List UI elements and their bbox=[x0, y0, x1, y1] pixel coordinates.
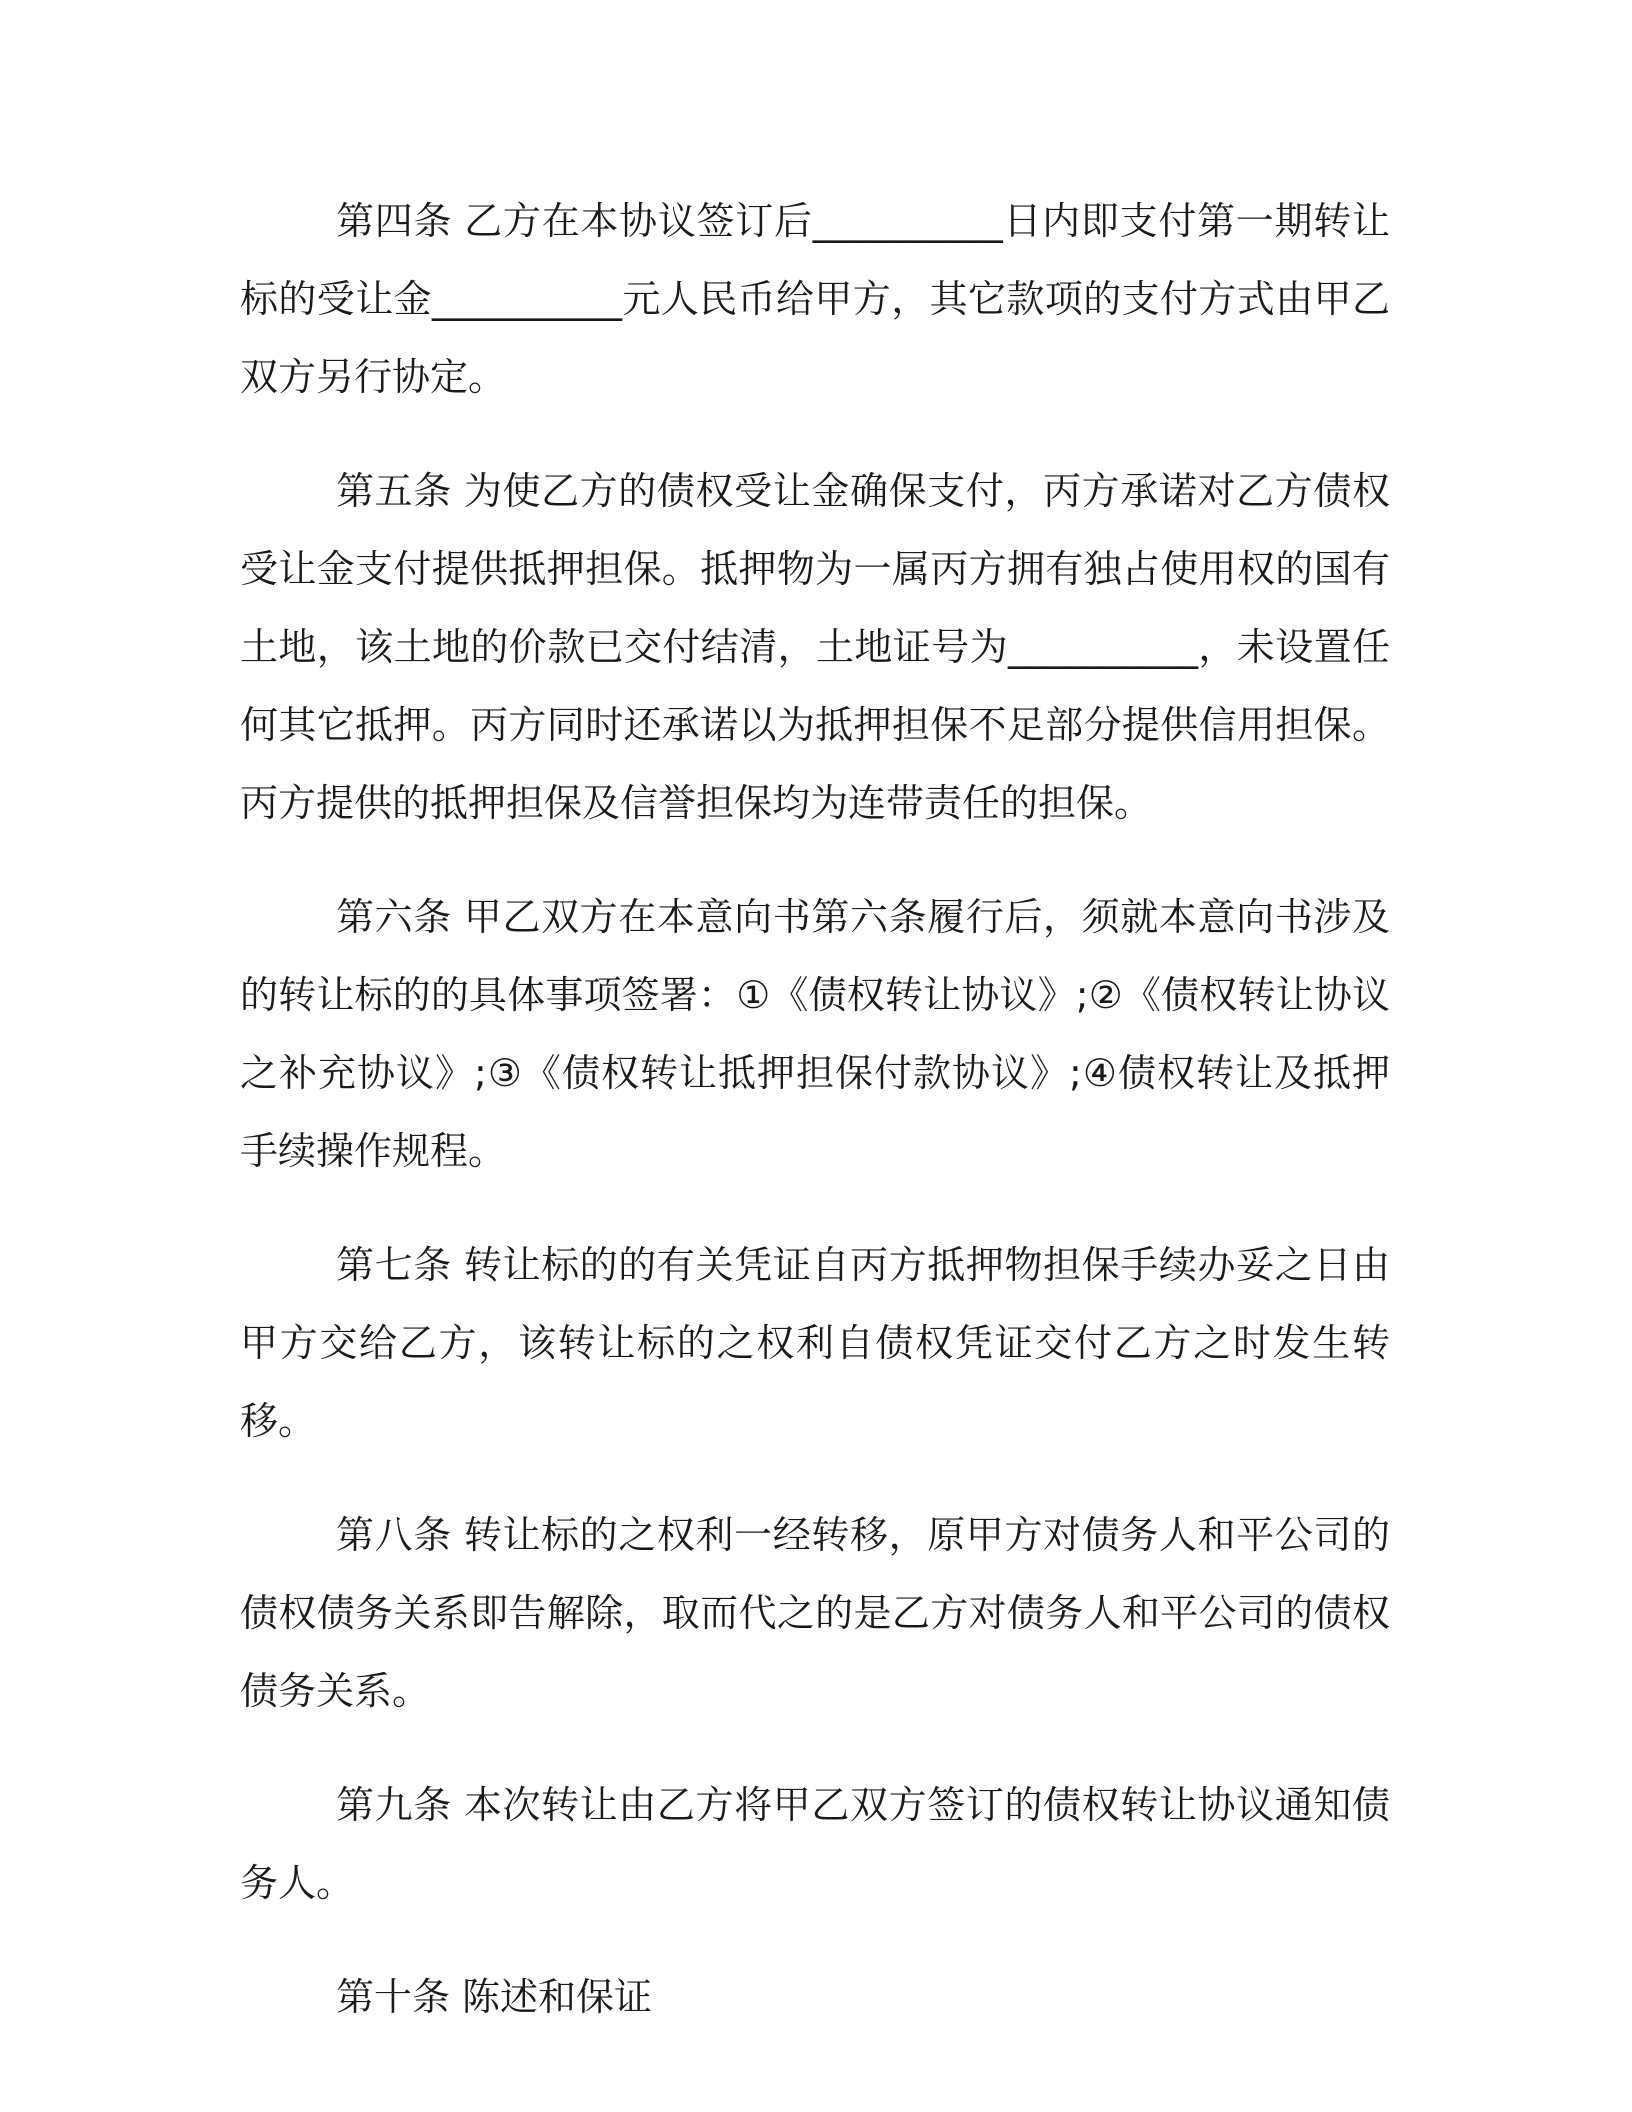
article-7-number: 第七条 bbox=[336, 1243, 452, 1287]
article-6-text: 甲乙双方在本意向书第六条履行后，须就本意向书涉及的转让标的的具体事项签署：①《债权转让协议》;②《债权转让协议之补充协议》;③《债权转让抵押担保付款协议》;④债权转让及抵押手续操作规程。 bbox=[240, 895, 1390, 1173]
article-10-number: 第十条 bbox=[336, 1975, 451, 2019]
article-7-text: 转让标的的有关凭证自丙方抵押物担保手续办妥之日由甲方交给乙方，该转让标的之权利自债权凭证交付乙方之时发生转移。 bbox=[240, 1243, 1390, 1443]
article-6-paragraph bbox=[240, 878, 1390, 1190]
article-7-paragraph bbox=[240, 1226, 1390, 1460]
article-4-text: 乙方在本协议签订后__________日内即支付第一期转让标的受让金__________元人民币给甲方，其它款项的支付方式由甲乙双方另行协定。 bbox=[240, 199, 1390, 399]
article-5-paragraph bbox=[240, 452, 1390, 842]
article-5-number: 第五条 bbox=[336, 469, 452, 513]
article-9-text: 本次转让由乙方将甲乙双方签订的债权转让协议通知债务人。 bbox=[240, 1783, 1390, 1905]
article-9-paragraph bbox=[240, 1766, 1390, 1922]
article-10-text: 陈述和保证 bbox=[462, 1975, 653, 2019]
article-6-number: 第六条 bbox=[336, 895, 452, 939]
article-8-text: 转让标的之权利一经转移，原甲方对债务人和平公司的债权债务关系即告解除，取而代之的是乙方对债务人和平公司的债权债务关系。 bbox=[240, 1513, 1390, 1713]
article-4-number: 第四条 bbox=[336, 199, 453, 243]
document-page bbox=[240, 182, 1390, 2072]
article-9-number: 第九条 bbox=[336, 1783, 452, 1827]
article-8-paragraph bbox=[240, 1496, 1390, 1730]
article-5-text: 为使乙方的债权受让金确保支付，丙方承诺对乙方债权受让金支付提供抵押担保。抵押物为一属丙方拥有独占使用权的国有土地，该土地的价款已交付结清，土地证号为__________，未设置任何其它抵押。丙方同时还承诺以为抵押担保不足部分提供信用担保。丙方提供的抵押担保及信誉担保均为连带责任的担保。 bbox=[240, 469, 1390, 825]
article-10-paragraph bbox=[240, 1958, 1390, 2036]
article-4-paragraph bbox=[240, 182, 1390, 416]
article-8-number: 第八条 bbox=[336, 1513, 452, 1557]
